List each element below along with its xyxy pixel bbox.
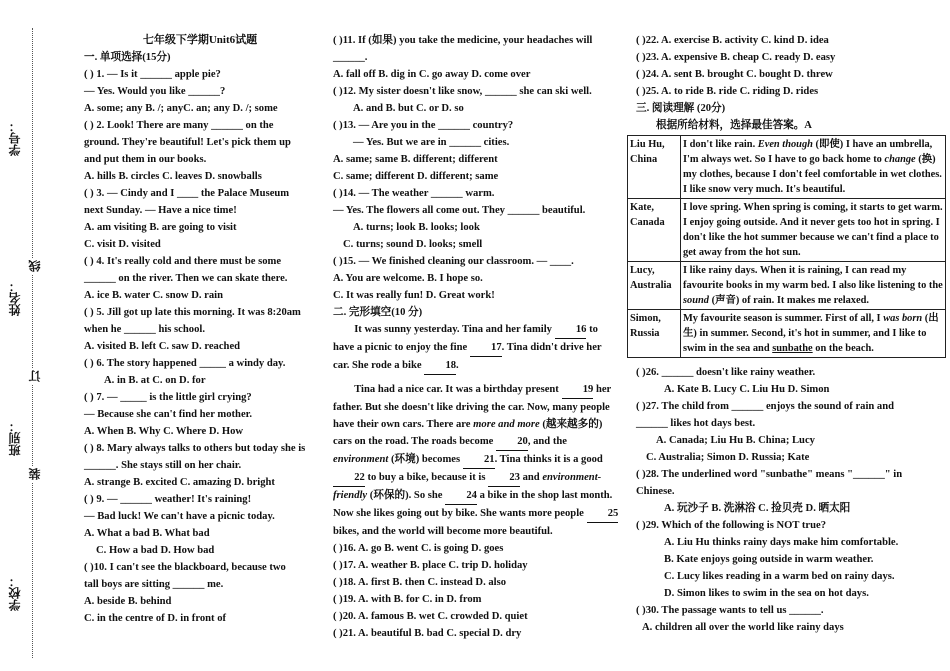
section-2-title: 二. 完形填空(10 分) [333,307,423,318]
options-line: C. Lucy likes reading in a warm bed on rainy days. [664,571,895,582]
options-line: A. ice B. water C. snow D. rain [84,290,223,301]
options-line: C. same; different D. different; same [333,171,499,182]
binding-margin [0,0,70,671]
reading-text: I love spring. When spring is coming, it starts to get warm. I enjoy going outside. And it never gets too hot in spring. I don't like the hot summer because we can't find a place to get away from the hot sun. [681,199,946,262]
underlined-word: sunbathe [772,343,813,354]
question-line: ( )11. If (如果) you take the medicine, your headaches will [333,35,593,46]
question-line: — Yes. The flowers all come out. They ______ beautiful. [333,205,586,216]
cloze-blank-23: 23 [488,469,520,487]
question-line: — Yes. Would you like ______? [84,86,226,97]
options-line: A. some; any B. /; anyC. an; any D. /; some [84,103,278,114]
options-line: A. Liu Hu thinks rainy days make him comfortable. [664,537,899,548]
question-line: tall boys are sitting ______ me. [84,579,224,590]
section-1-title: 一. 单项选择(15分) [84,52,171,63]
class-label: 班别： [8,420,22,456]
reading-person: Kate, Canada [628,199,681,262]
binding-dotted-line [32,28,33,658]
question-line: — Bad luck! We can't have a picnic today. [84,511,275,522]
student-name-label: 姓名： [8,280,22,316]
reading-person: Simon, Russia [628,310,681,358]
options-line: A. in B. at C. on D. for [104,375,206,386]
cloze-blank-25: 25 [587,505,619,523]
options-line: C. visit D. visited [84,239,161,250]
question-line: ( ) 8. Mary always talks to others but today she is [84,443,306,454]
cloze-blank-20: 20 [496,433,528,451]
column-1 [84,32,316,627]
binding-marker-ding: 订 [28,370,42,382]
reading-person: Liu Hu, China [628,136,681,199]
question-line: ( )10. I can't see the blackboard, because two [84,562,286,573]
question-line: ______. [333,52,368,63]
question-line: when he ______ his school. [84,324,205,335]
reading-row [628,310,946,358]
options-line: A. You are welcome. B. I hope so. [333,273,483,284]
school-label: 学校： [8,575,22,611]
options-line: A. visited B. left C. saw D. reached [84,341,241,352]
cloze-paragraph-1: It was sunny yesterday. Tina and her family 16 to have a picnic to enjoy the fine 17. Tina didn't drive her car. She rode a bike 18. [333,321,620,375]
student-number-label: 学号： [8,120,22,156]
options-line: ( )20. A. famous B. wet C. crowded D. quiet [333,611,528,622]
question-line: ( ) 3. — Cindy and I ____ the Palace Museum [84,188,290,199]
options-line: C. turns; sound D. looks; smell [343,239,483,250]
question-line: ( ) 6. The story happened _____ a windy day. [84,358,286,369]
options-line: A. What a bad B. What bad [84,528,210,539]
options-line: A. 玩沙子 B. 洗淋浴 C. 捡贝壳 D. 晒太阳 [664,503,851,514]
cloze-blank-19: 19 [562,381,594,399]
options-line: ( )19. A. with B. for C. in D. from [333,594,482,605]
question-line: ( ) 7. — _____ is the little girl crying? [84,392,252,403]
question-line: ( )15. — We finished cleaning our classroom. — ____. [333,256,574,267]
binding-marker-zhuang: 装 [28,468,42,480]
question-line: ( ) 5. Jill got up late this morning. It was 8:20am [84,307,301,318]
reading-person: Lucy, Australia [628,262,681,310]
options-line: A. strange B. excited C. amazing D. bright [84,477,275,488]
options-line: ( )18. A. first B. then C. instead D. also [333,577,507,588]
column-2 [333,32,620,642]
reading-instruction: 根据所给材料，选择最佳答案。A [656,120,812,131]
question-line: ground. They're beautiful! Let's pick them up [84,137,291,148]
cloze-blank-16: 16 [555,321,587,339]
options-line: A. and B. but C. or D. so [353,103,464,114]
options-line: C. in the centre of D. in front of [84,613,227,624]
options-line: C. How a bad D. How bad [96,545,215,556]
options-line: A. beside B. behind [84,596,172,607]
cloze-blank-17: 17 [470,339,502,357]
question-line: ( )26. ______ doesn't like rainy weather. [636,367,816,378]
options-line: A. same; same B. different; different [333,154,498,165]
page-title: 七年级下学期Unit6试题 [142,34,258,46]
cloze-paragraph-2: Tina had a nice car. It was a birthday present 19 her father. But she doesn't like driving the car. Now, many people have their own cars. There are more and more (越来越多的) cars on the road. The roads become 20, and the environment (环境) becomes 21. Tina thinks it is a good 22 to buy a bike, because it is 23 and environment-friendly (环保的). So she 24 a bike in the shop last month. Now she likes going out by bike. She wants more people 25 bikes, and the world will become more beautiful. [333,381,620,540]
question-line: ______ likes hot days best. [636,418,756,429]
cloze-blank-21: 21 [463,451,495,469]
glossed-word: environment-friendly [333,472,602,501]
question-line: ( )28. The underlined word "sunbathe" means "______" in [636,469,903,480]
question-line: ( )29. Which of the following is NOT true? [636,520,827,531]
options-line: D. Simon likes to swim in the sea on hot days. [664,588,869,599]
reading-text: I don't like rain. Even though (即使) I have an umbrella, I'm always wet. So I have to go back home to change (换) my clothes, because I don't feel comfortable in wet clothes. I like snow very much. It's beautiful. [681,136,946,199]
column-3 [630,32,948,636]
reading-row [628,136,946,199]
options-line: A. hills B. circles C. leaves D. snowballs [84,171,262,182]
options-line: C. Australia; Simon D. Russia; Kate [646,452,810,463]
options-line: A. fall off B. dig in C. go away D. come over [333,69,531,80]
glossed-word: environment [333,454,389,465]
question-line: ( ) 1. — Is it ______ apple pie? [84,69,221,80]
options-line: A. When B. Why C. Where D. How [84,426,244,437]
question-line: ( )12. My sister doesn't like snow, ______ she can ski well. [333,86,592,97]
options-line: ( )21. A. beautiful B. bad C. special D. dry [333,628,522,639]
options-line: B. Kate enjoys going outside in warm weather. [664,554,874,565]
question-line: — Yes. But we are in ______ cities. [353,137,510,148]
question-line: ( ) 9. — ______ weather! It's raining! [84,494,252,505]
options-line: ( )17. A. weather B. place C. trip D. holiday [333,560,528,571]
question-line: and put them in our books. [84,154,207,165]
question-line: next Sunday. — Have a nice time! [84,205,237,216]
options-line: A. children all over the world like rainy days [642,622,844,633]
reading-text: My favourite season is summer. First of all, I was born (出生) in summer. Second, it's hot in summer, and I like to swim in the sea and sunbathe on the beach. [681,310,946,358]
options-line: ( )22. A. exercise B. activity C. kind D. idea [636,35,829,46]
question-line: ______. She stays still on her chair. [84,460,242,471]
question-line: ______ on the river. Then we can skate there. [84,273,288,284]
options-line: ( )24. A. sent B. brought C. bought D. threw [636,69,833,80]
question-line: ( ) 4. It's really cold and there must be some [84,256,282,267]
question-line: ( )13. — Are you in the ______ country? [333,120,514,131]
section-3-title: 三. 阅读理解 (20分) [636,103,726,114]
question-line: Chinese. [636,486,675,497]
reading-table [627,135,946,358]
question-line: ( )27. The child from ______ enjoys the sound of rain and [636,401,895,412]
options-line: C. It was really fun! D. Great work! [333,290,495,301]
reading-row [628,262,946,310]
question-line: ( ) 2. Look! There are many ______ on the [84,120,274,131]
options-line: A. am visiting B. are going to visit [84,222,237,233]
binding-marker-xian: 线 [28,260,42,272]
options-line: ( )23. A. expensive B. cheap C. ready D. easy [636,52,836,63]
options-line: A. turns; look B. looks; look [353,222,480,233]
options-line: ( )25. A. to ride B. ride C. riding D. rides [636,86,819,97]
glossed-phrase: more and more [473,419,540,430]
cloze-blank-24: 24 [445,487,477,505]
reading-text: I like rainy days. When it is raining, I can read my favourite books in my warm bed. I also like listening to the sound (声音) of rain. It makes me relaxed. [681,262,946,310]
options-line: A. Kate B. Lucy C. Liu Hu D. Simon [664,384,830,395]
cloze-blank-18: 18 [424,357,456,375]
cloze-blank-22: 22 [333,469,365,487]
options-line: ( )16. A. go B. went C. is going D. goes [333,543,504,554]
reading-row [628,199,946,262]
question-line: — Because she can't find her mother. [84,409,253,420]
options-line: A. Canada; Liu Hu B. China; Lucy [656,435,815,446]
question-line: ( )14. — The weather ______ warm. [333,188,495,199]
question-line: ( )30. The passage wants to tell us ______. [636,605,824,616]
